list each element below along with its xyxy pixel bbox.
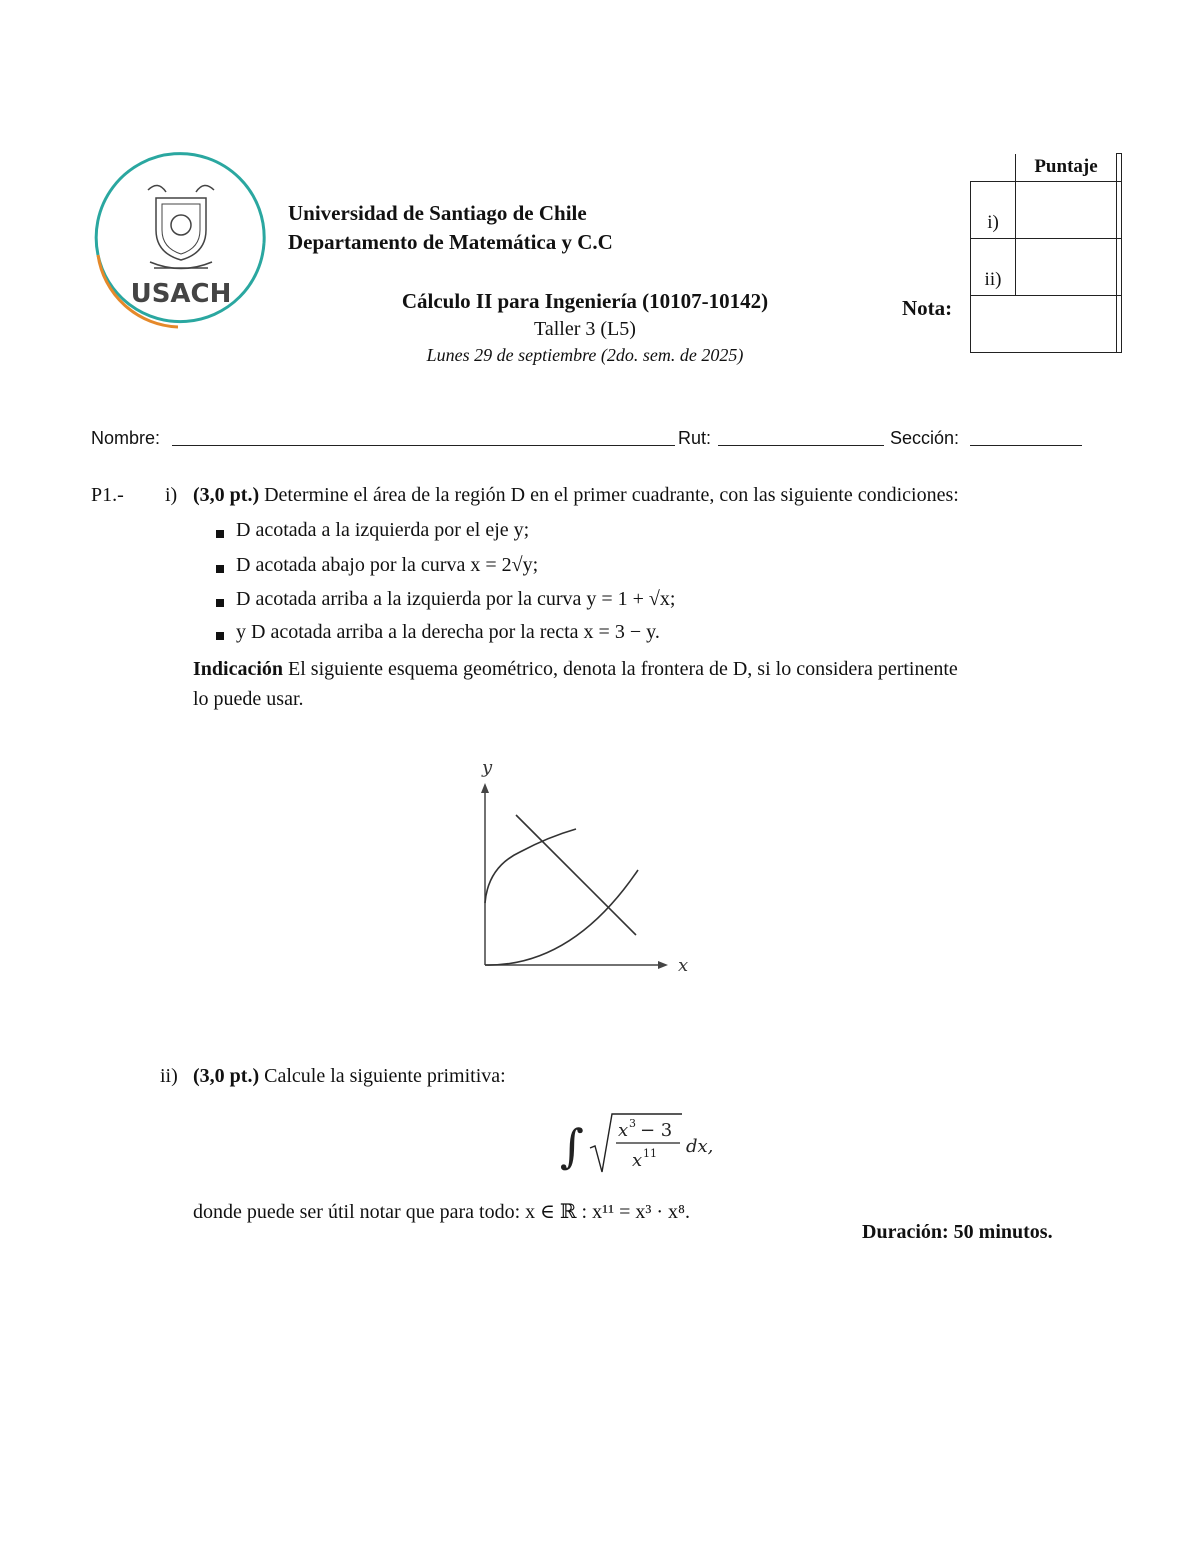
university-name: Universidad de Santiago de Chile — [288, 201, 587, 225]
grade-label: Nota: — [902, 296, 953, 320]
line-boundary — [516, 815, 636, 935]
curve-parabola — [485, 870, 638, 965]
exam-date: Lunes 29 de septiembre (2do. sem. de 2025) — [426, 345, 744, 365]
bullet-icon — [216, 565, 224, 573]
score-box-i[interactable] — [1016, 182, 1117, 239]
score-table — [970, 153, 1122, 353]
svg-text:x: x — [618, 1120, 629, 1141]
bullet-icon — [216, 599, 224, 607]
score-header: Puntaje — [1016, 154, 1117, 182]
x-axis-arrow-icon — [658, 961, 668, 969]
svg-text:x: x — [632, 1150, 643, 1171]
integral-svg — [560, 1110, 740, 1180]
hint-text-2: lo puede usar. — [193, 688, 304, 710]
problem-number: P1.- — [91, 484, 124, 506]
svg-text:11: 11 — [643, 1147, 657, 1160]
section-label: Sección: — [890, 428, 960, 448]
condition-item: D acotada a la izquierda por el eje y; — [236, 519, 530, 541]
rut-label: Rut: — [678, 428, 712, 448]
grade-box[interactable] — [971, 296, 1117, 353]
part-i-label: i) — [165, 484, 178, 506]
part-ii-points: (3,0 pt.) — [193, 1065, 260, 1087]
bullet-icon — [216, 530, 224, 538]
section-field[interactable] — [970, 445, 1082, 446]
course-title: Cálculo II para Ingeniería (10107-10142) — [401, 289, 769, 313]
condition-item: D acotada arriba a la izquierda por la curva y = 1 + √x; — [236, 588, 676, 610]
svg-text:3: 3 — [629, 1117, 636, 1130]
integral-formula — [560, 1110, 740, 1180]
condition-item: D acotada abajo por la curva x = 2√y; — [236, 554, 539, 576]
rut-field[interactable] — [718, 445, 884, 446]
part-ii-note: donde puede ser útil notar que para todo: x ∈ ℝ : x¹¹ = x³ · x⁸. — [193, 1201, 691, 1223]
score-row-label: ii) — [971, 239, 1016, 296]
bullet-icon — [216, 632, 224, 640]
usach-logo — [88, 150, 274, 336]
hint-text: El siguiente esquema geométrico, denota la frontera de D, si lo considera pertinente — [288, 658, 958, 680]
name-field[interactable] — [172, 445, 675, 446]
logo-text: USACH — [130, 279, 232, 309]
svg-text:∫: ∫ — [560, 1119, 584, 1173]
score-box-ii[interactable] — [1016, 239, 1117, 296]
score-row-label: i) — [971, 182, 1016, 239]
workshop-title: Taller 3 (L5) — [534, 318, 636, 340]
curve-sqrt — [485, 829, 576, 903]
x-axis-label: x — [678, 955, 689, 976]
condition-item: y D acotada arriba a la derecha por la recta x = 3 − y. — [236, 621, 660, 643]
y-axis-label: y — [482, 757, 493, 778]
region-sketch — [460, 755, 700, 980]
y-axis-arrow-icon — [481, 783, 489, 793]
part-ii-label: ii) — [160, 1065, 178, 1087]
duration: Duración: 50 minutos. — [862, 1221, 1053, 1243]
shield-icon — [148, 185, 214, 268]
part-i-points: (3,0 pt.) — [193, 484, 260, 506]
svg-text:dx,: dx, — [686, 1136, 714, 1157]
department-name: Departamento de Matemática y C.C — [288, 230, 613, 254]
part-ii-statement: Calcule la siguiente primitiva: — [264, 1065, 506, 1087]
hint-title: Indicación — [193, 658, 284, 680]
svg-text:− 3: − 3 — [640, 1120, 673, 1141]
part-i-statement: Determine el área de la región D en el primer cuadrante, con las siguiente condiciones: — [264, 484, 959, 506]
name-label: Nombre: — [91, 428, 161, 448]
